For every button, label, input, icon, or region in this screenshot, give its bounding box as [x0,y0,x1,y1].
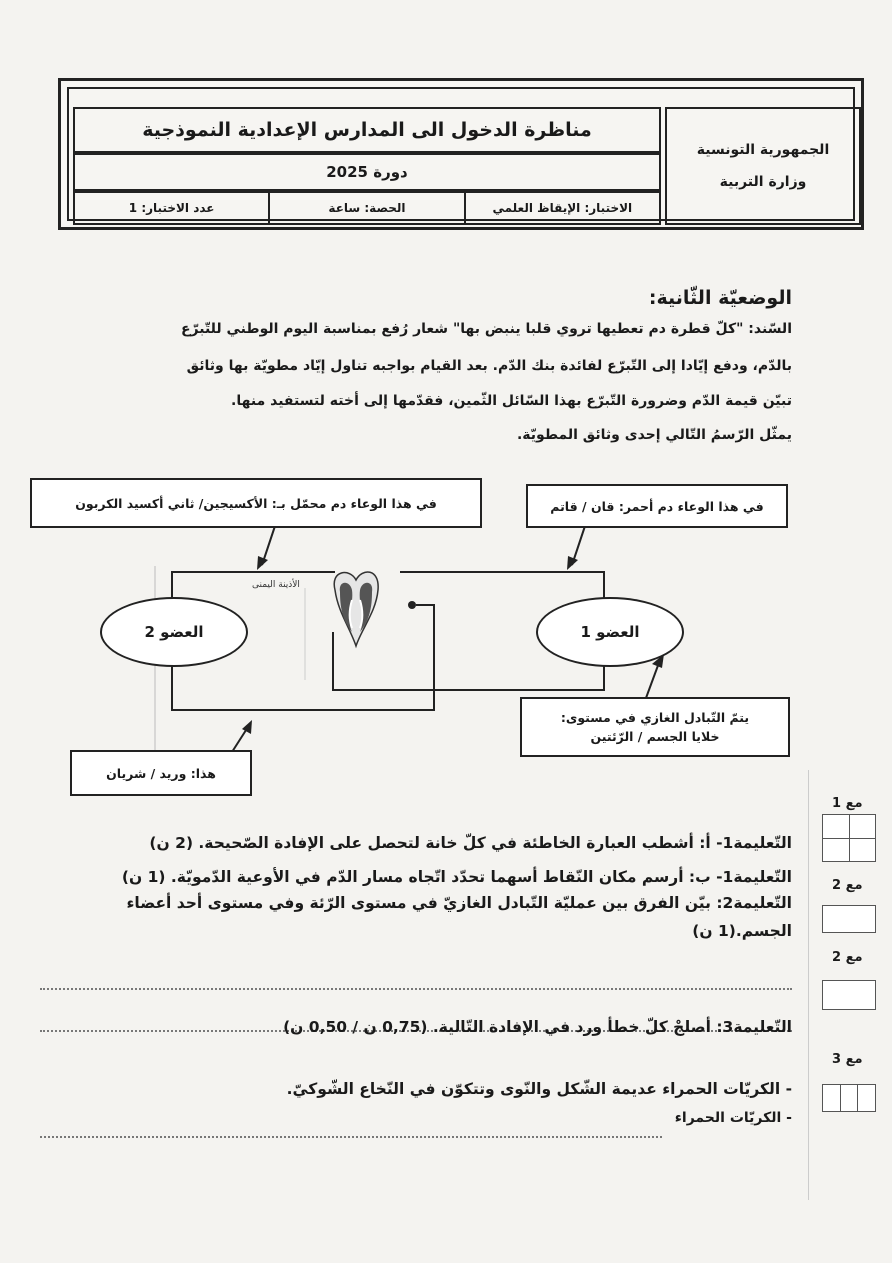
organ-1: العضو 1 [536,597,684,667]
instruction-1a: التّعليمة1- أ: أشطب العبارة الخاطئة في كلّ خانة لتحصل على الإفادة الصّحيحة. (2 ن) [149,834,792,852]
grade-cell[interactable] [849,839,876,862]
support-text-line-2: بالدّم، ودفع إيّادا إلى التّبرّع لفائدة بنك الدّم. بعد القيام بواجبه تناول إيّاد مطويّة بها وثائق [186,358,792,374]
box-gas-exchange-site [520,697,790,757]
grade-cell[interactable] [823,981,875,1009]
exam-duration: الحصة: ساعة [268,193,463,223]
grade-cell[interactable] [823,906,875,932]
instruction-1b: التّعليمة1- ب: أرسم مكان النّقاط أسهما تحدّد اتّجاه مسار الدّم في الأوعية الدّمويّة. (1 ن) [121,868,792,886]
instruction-3-answer-start: - الكريّات الحمراء [674,1110,792,1126]
country-name: الجمهورية التونسية [696,142,830,158]
right-atrium-label: الأذينة اليمنى [252,580,300,590]
exam-subject: الاختبار: الإيقاظ العلمي [464,193,659,223]
instruction-2-line-2: الجسم.(1 ن) [692,922,792,940]
gas-exchange-line-1: يتمّ التّبادل الغازي في مستوى: [560,710,750,725]
support-text-line-3: تبيّن قيمة الدّم وضرورة التّبرّع بهذا السّائل الثّمين، فقدّمها إلى أخته لتستفيد منها. [231,393,792,409]
grade-cell[interactable] [823,839,849,862]
support-text-line-1: السّند: "كلّ قطرة دم تعطيها تروي قلبا ينبض بها" شعار رُفع بمناسبة اليوم الوطني للتّبرّع [180,321,792,337]
box-vessel-blood-color: في هذا الوعاء دم أحمر: قان / قاتم [526,484,788,528]
box-vessel-type: هذا: وريد / شريان [70,750,252,796]
ministry-name: وزارة التربية [719,174,807,190]
grade-box-2b [822,980,876,1010]
grade-box-1 [822,814,876,862]
support-text-line-4: يمثّل الرّسمُ التّالي إحدى وثائق المطويّة. [516,427,792,443]
grade-box-1-row-top [823,815,875,839]
instruction-2-line-1: التّعليمة2: بيّن الفرق بين عمليّة التّبادل الغازيّ في مستوى الرّئة وفي مستوى أحد أعضاء [126,894,792,912]
grade-label-3: مع 3 [832,1052,863,1067]
grade-box-1-row-bottom [823,839,875,862]
gas-exchange-line-2: خلايا الجسم / الرّئتين [590,729,720,744]
exam-session: دورة 2025 [73,153,661,191]
grade-cell[interactable] [823,815,849,838]
section-title: الوضعيّة الثّانية: [648,287,792,309]
grade-cell[interactable] [823,1085,840,1111]
heart-drawing [334,572,416,646]
grade-margin-rule [808,770,810,1200]
answer-line-1[interactable] [40,988,792,990]
grade-cell[interactable] [857,1085,875,1111]
answer-line-3[interactable] [40,1136,662,1138]
exam-title: مناظرة الدخول الى المدارس الإعدادية النموذجية [73,107,661,153]
instruction-3-statement: - الكريّات الحمراء عديمة الشّكل والنّوى وتتكوّن في النّخاع الشّوكيّ. [286,1080,792,1098]
grade-label-1: مع 1 [832,796,863,811]
grade-box-2a [822,905,876,933]
grade-box-3 [822,1084,876,1112]
grade-cell[interactable] [840,1085,858,1111]
instruction-3: التّعليمة3: أصلحْ كلّ خطأ ورد في الإفادة التّالية. (0,75 ن / 0,50 ن) [283,1018,792,1036]
grade-label-2b: مع 2 [832,950,863,965]
grade-cell[interactable] [849,815,876,838]
test-number: عدد الاختبار: 1 [128,201,215,215]
organ-2: العضو 2 [100,597,248,667]
grade-label-2a: مع 2 [832,878,863,893]
box-vessel-gas-content: في هذا الوعاء دم محمّل بـ: الأكسيجين/ ثاني أكسيد الكربون [30,478,482,528]
